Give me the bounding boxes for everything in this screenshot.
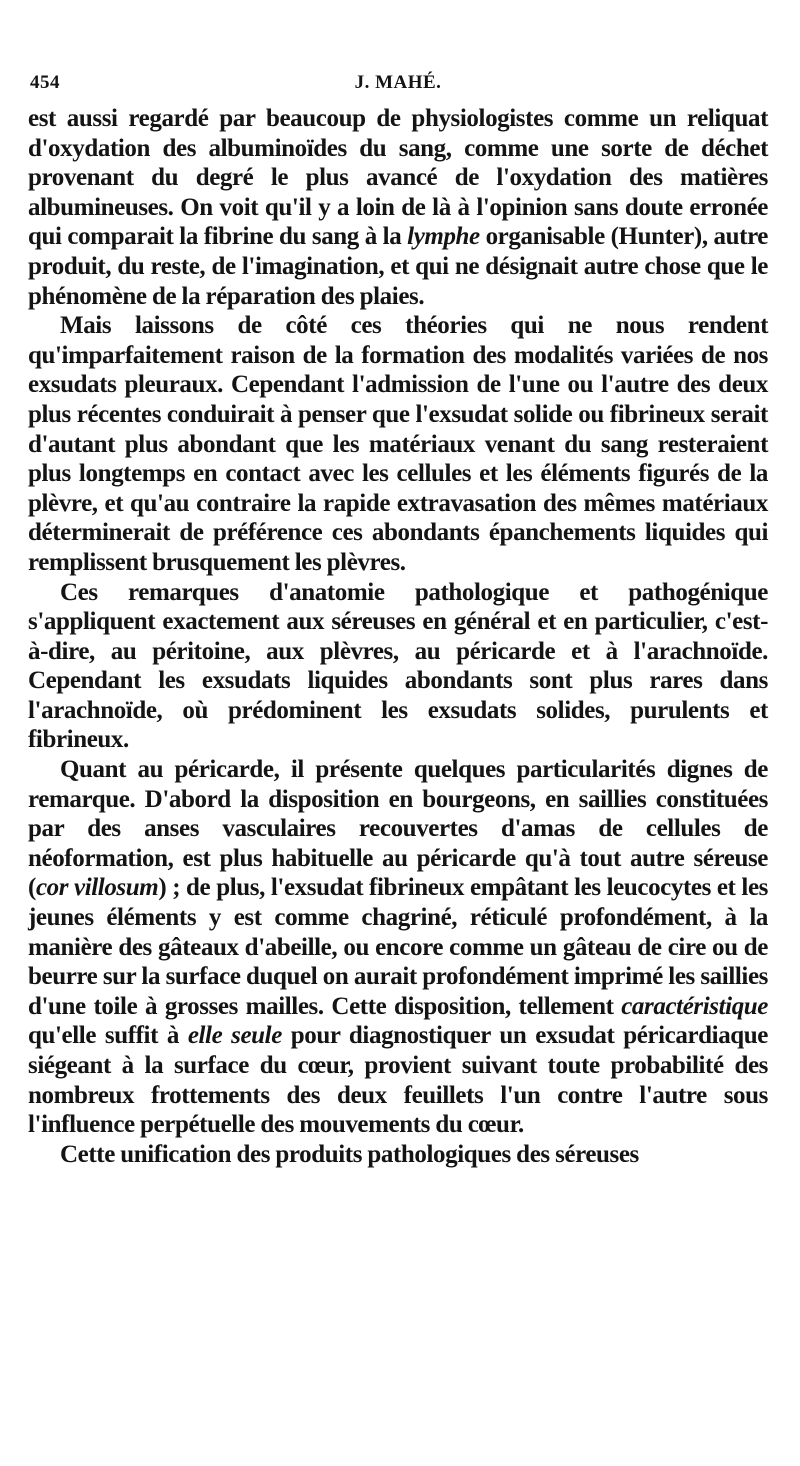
running-head-author: J. MAHÉ. xyxy=(354,72,442,93)
book-page xyxy=(28,70,768,1169)
paragraph xyxy=(28,578,768,756)
text-run: qu'elle suffit à xyxy=(28,1022,188,1050)
paragraph xyxy=(28,311,768,577)
italic-term-elle-seule: elle seule xyxy=(187,1022,282,1050)
italic-term-caracteristique: caractéristique xyxy=(621,992,768,1020)
text-run: Mais laissons de côté ces théories qui ne nous rendent qu'imparfaitement raison de la formation des modalités variées de nos exsudats pleuraux. Cependant l'admission de l'une ou l'autre des deux plus récentes conduirait à penser que l'exsudat solide ou fibrineux serait d'autant plus abondant que les matériaux venant du sang resteraient plus longtemps en contact avec les cellules et les éléments figurés de la plèvre, et qu'au contraire la rapide extravasation des mêmes matériaux déterminerait de préférence ces abondants épanchements liquides qui remplissent brusquement les plèvres. xyxy=(28,312,768,576)
page-number: 454 xyxy=(30,72,60,93)
text-run: Quant au péricarde, il présente quelques particularités dignes de remarque. D'abord la disposition en bourgeons, en saillies constituées par des anses vasculaires recouvertes d'amas de cellules de néoformation, est plus habituelle au péricarde qu'à tout autre séreuse ( xyxy=(28,756,768,902)
text-run: organisable (Hunter), autre produit, du reste, de l'imagination, et qui ne désignait autre chose que le phénomène de la réparation des plaies. xyxy=(28,223,769,310)
text-run: Cette unification des produits pathologiques des séreuses xyxy=(60,1140,639,1168)
body-text xyxy=(28,104,768,1169)
paragraph xyxy=(28,1140,768,1170)
italic-term-cor-villosum: cor villosum xyxy=(35,874,159,902)
text-run: est aussi regardé par beaucoup de physiologistes comme un reliquat d'oxydation des albuminoïdes du sang, comme une sorte de déchet provenant du degré le plus avancé de l'oxydation des matières albumineuses. On voit qu'il y a loin de là à l'opinion sans doute erronée qui comparait la fibrine du sang à la xyxy=(28,105,768,251)
text-run: Ces remarques d'anatomie pathologique et pathogénique s'appliquent exactement aux séreuses en général et en particulier, c'est-à-dire, au péritoine, aux plèvres, au péricarde et à l'arachnoïde. Cependant les exsudats liquides abondants sont plus rares dans l'arachnoïde, où prédominent les exsudats solides, purulents et fibrineux. xyxy=(28,578,768,754)
italic-term-lymphe: lymphe xyxy=(407,223,480,251)
paragraph xyxy=(28,104,768,311)
text-run: ) ; de plus, l'exsudat fibrineux empâtant les leucocytes et les jeunes éléments y est comme chagriné, réticulé profondément, à la manière des gâteaux d'abeille, ou encore comme un gâteau de cire ou de beurre sur la surface duquel on aurait profondément imprimé les saillies d'une toile à grosses mailles. Cette disposition, tellement xyxy=(28,874,768,1020)
running-head xyxy=(28,70,768,104)
text-run: pour diagnostiquer un exsudat péricardiaque siégeant à la surface du cœur, provient suivant toute probabilité des nombreux frottements des deux feuillets l'un contre l'autre sous l'influence perpétuelle des mouvements du cœur. xyxy=(28,1022,768,1139)
paragraph xyxy=(28,755,768,1140)
